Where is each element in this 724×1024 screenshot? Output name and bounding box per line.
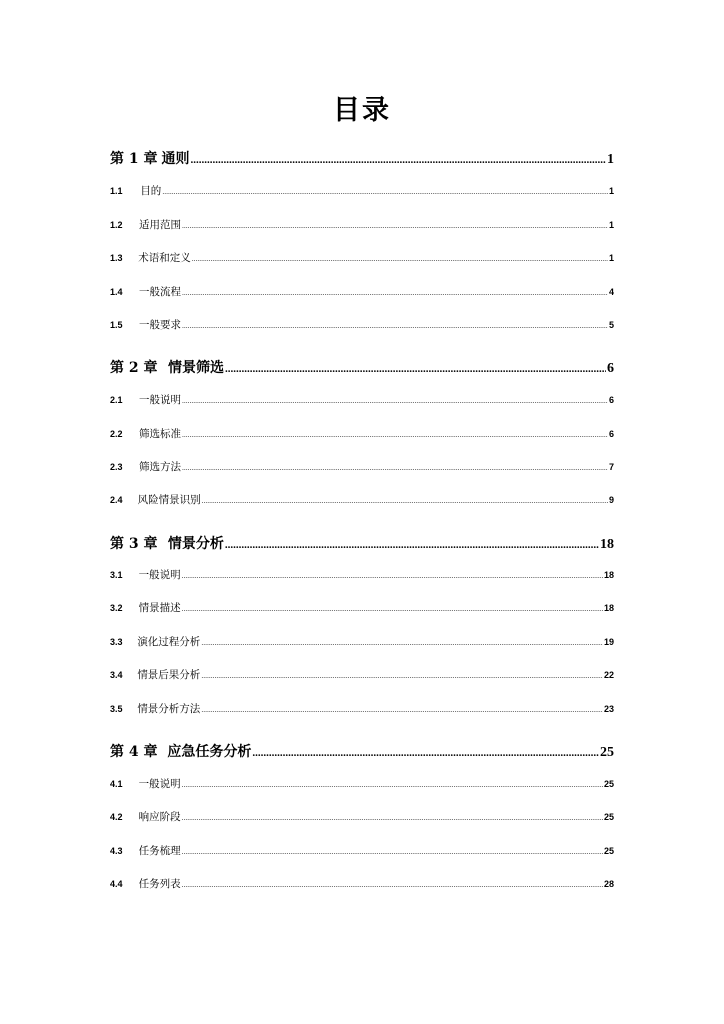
section-number: 3.3	[110, 637, 123, 647]
toc-section-3-2[interactable]	[110, 600, 614, 615]
dot-leader	[182, 221, 608, 230]
section-title: 一般说明	[138, 778, 181, 790]
toc-section-4-3[interactable]	[110, 843, 614, 858]
toc-section-1-2[interactable]	[110, 217, 614, 232]
dot-leader	[182, 430, 608, 439]
toc-chapter-4[interactable]	[110, 741, 614, 761]
chapter-label: 第 4 章	[110, 744, 158, 760]
toc-section-3-3[interactable]	[110, 634, 614, 649]
section-title: 适用范围	[138, 219, 181, 231]
dot-leader	[182, 813, 603, 822]
dot-leader	[162, 187, 608, 196]
section-title: 一般说明	[138, 569, 181, 581]
section-number: 1.3	[110, 253, 123, 263]
section-number: 1.2	[110, 220, 123, 230]
section-number: 2.4	[110, 495, 123, 505]
page-number: 4	[608, 287, 614, 297]
section-number: 1.4	[110, 287, 123, 297]
toc-section-2-1[interactable]	[110, 392, 614, 407]
toc-section-1-3[interactable]	[110, 250, 614, 265]
section-number: 3.1	[110, 570, 123, 580]
toc-section-3-4[interactable]	[110, 667, 614, 682]
page-number: 1	[608, 186, 614, 196]
page-number: 6	[608, 395, 614, 405]
page-number: 28	[603, 879, 614, 889]
toc-section-2-4[interactable]	[110, 492, 614, 507]
section-number: 4.2	[110, 812, 123, 822]
chapter-label: 第 1 章	[110, 151, 158, 167]
dot-leader	[192, 254, 608, 263]
section-title: 术语和定义	[138, 252, 191, 264]
chapter-label: 第 2 章	[110, 360, 158, 376]
page-number: 25	[603, 846, 614, 856]
toc-section-3-1[interactable]	[110, 567, 614, 582]
dot-leader	[182, 571, 603, 580]
section-title: 筛选方法	[138, 461, 181, 473]
section-title: 演化过程分析	[137, 636, 201, 648]
dot-leader	[191, 154, 607, 166]
section-title: 情景后果分析	[137, 669, 201, 681]
dot-leader	[182, 463, 608, 472]
page-number: 25	[603, 812, 614, 822]
page-number: 25	[603, 779, 614, 789]
page-number: 7	[608, 462, 614, 472]
toc-section-1-1[interactable]	[110, 183, 614, 198]
dot-leader	[201, 671, 603, 680]
chapter-title: 情景筛选	[168, 360, 225, 376]
toc-section-2-2[interactable]	[110, 426, 614, 441]
dot-leader	[182, 321, 608, 330]
dot-leader	[182, 780, 603, 789]
section-title: 响应阶段	[138, 811, 181, 823]
dot-leader	[225, 539, 599, 551]
section-title: 一般流程	[138, 286, 181, 298]
section-title: 风险情景识别	[137, 494, 201, 506]
dot-leader	[202, 496, 608, 505]
dot-leader	[252, 747, 599, 759]
section-title: 任务梳理	[138, 845, 181, 857]
dot-leader	[182, 396, 608, 405]
section-number: 4.4	[110, 879, 123, 889]
page-number: 25	[600, 745, 614, 760]
dot-leader	[182, 880, 603, 889]
section-title: 情景分析方法	[137, 703, 201, 715]
page-number: 5	[608, 320, 614, 330]
dot-leader	[201, 705, 603, 714]
dot-leader	[225, 363, 606, 375]
section-number: 1.1	[110, 186, 123, 196]
section-title: 目的	[140, 185, 162, 197]
page-number: 18	[600, 537, 614, 552]
toc-section-1-5[interactable]	[110, 317, 614, 332]
chapter-title: 应急任务分析	[167, 744, 252, 760]
toc-chapter-2[interactable]	[110, 357, 614, 377]
section-number: 2.1	[110, 395, 123, 405]
section-number: 1.5	[110, 320, 123, 330]
chapter-title: 通则	[161, 151, 190, 167]
toc-chapter-1[interactable]	[110, 148, 614, 168]
toc-section-4-4[interactable]	[110, 876, 614, 891]
dot-leader	[182, 847, 603, 856]
page-number: 1	[607, 152, 614, 167]
toc-section-4-1[interactable]	[110, 776, 614, 791]
section-number: 4.1	[110, 779, 123, 789]
page-number: 18	[603, 570, 614, 580]
page-number: 23	[603, 704, 614, 714]
toc-section-4-2[interactable]	[110, 809, 614, 824]
section-number: 2.2	[110, 429, 123, 439]
section-number: 3.2	[110, 603, 123, 613]
page-number: 6	[607, 361, 614, 376]
page-number: 1	[608, 253, 614, 263]
section-title: 筛选标准	[138, 428, 181, 440]
section-title: 任务列表	[138, 878, 181, 890]
toc-section-1-4[interactable]	[110, 284, 614, 299]
section-title: 情景描述	[138, 602, 181, 614]
chapter-title: 情景分析	[167, 536, 224, 552]
page-number: 6	[608, 429, 614, 439]
section-number: 4.3	[110, 846, 123, 856]
page-number: 22	[603, 670, 614, 680]
toc-section-2-3[interactable]	[110, 459, 614, 474]
section-number: 3.4	[110, 670, 123, 680]
section-title: 一般说明	[138, 394, 181, 406]
dot-leader	[182, 288, 608, 297]
section-number: 2.3	[110, 462, 123, 472]
page-number: 1	[608, 220, 614, 230]
section-number: 3.5	[110, 704, 123, 714]
page-number: 19	[603, 637, 614, 647]
chapter-label: 第 3 章	[110, 536, 158, 552]
page-number: 9	[608, 495, 614, 505]
dot-leader	[182, 604, 603, 613]
section-title: 一般要求	[138, 319, 181, 331]
toc-title: 目录	[333, 95, 391, 126]
dot-leader	[201, 638, 603, 647]
toc-chapter-3[interactable]	[110, 533, 614, 553]
toc-section-3-5[interactable]	[110, 701, 614, 716]
page-number: 18	[603, 603, 614, 613]
